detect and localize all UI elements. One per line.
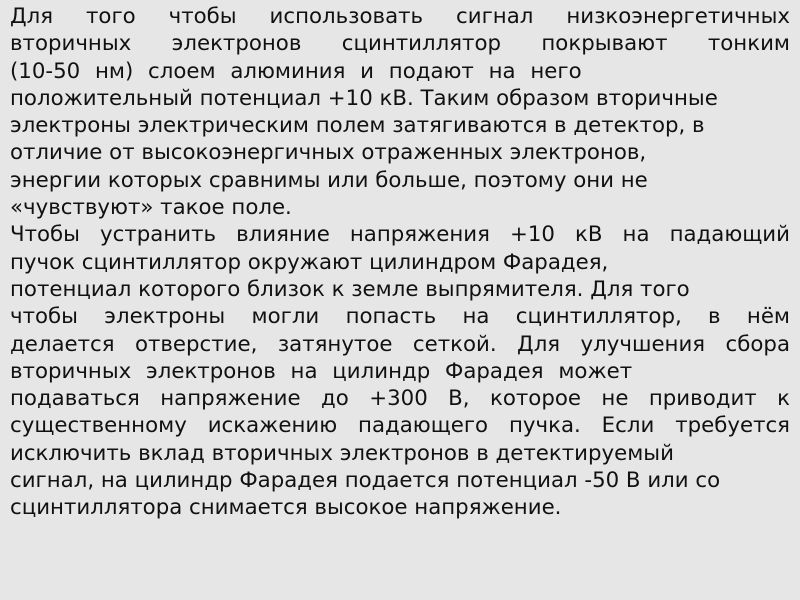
text-line: отличие от высокоэнергичных отраженных электронов, xyxy=(10,140,647,166)
text-line: «чувствуют» такое поле. xyxy=(10,195,292,221)
paragraph-2 xyxy=(10,221,790,521)
text-line: чтобы электроны могли попасть на сцинтиллятор, в нём xyxy=(10,304,790,330)
text-line: пучок сцинтиллятор окружают цилиндром Фарадея, xyxy=(10,249,609,275)
text-line: сцинтиллятора снимается высокое напряжение. xyxy=(10,495,562,521)
paragraph-1 xyxy=(10,3,790,221)
text-line: делается отверстие, затянутое сеткой. Для улучшения сбора xyxy=(10,331,790,357)
text-line: подаваться напряжение до +300 В, которое не приводит к xyxy=(10,386,790,412)
text-line: потенциал которого близок к земле выпрямителя. Для того xyxy=(10,276,690,302)
body-text xyxy=(10,3,790,522)
text-line: положительный потенциал +10 кВ. Таким образом вторичные xyxy=(10,85,718,111)
text-line: энергии которых сравнимы или больше, поэтому они не xyxy=(10,167,648,193)
text-line: исключить вклад вторичных электронов в детектируемый xyxy=(10,440,674,466)
text-line: сигнал, на цилиндр Фарадея подается потенциал -50 В или со xyxy=(10,468,721,494)
text-line: электроны электрическим полем затягиваются в детектор, в xyxy=(10,113,705,139)
text-line: вторичных электронов сцинтиллятор покрывают тонким xyxy=(10,31,790,57)
text-line: существенному искажению падающего пучка. Если требуется xyxy=(10,413,790,439)
text-line: (10-50 нм) слоем алюминия и подают на него xyxy=(10,58,582,84)
text-line: Для того чтобы использовать сигнал низкоэнергетичных xyxy=(10,4,790,29)
text-line: вторичных электронов на цилиндр Фарадея может xyxy=(10,358,633,384)
text-line: Чтобы устранить влияние напряжения +10 кВ на падающий xyxy=(10,222,790,248)
